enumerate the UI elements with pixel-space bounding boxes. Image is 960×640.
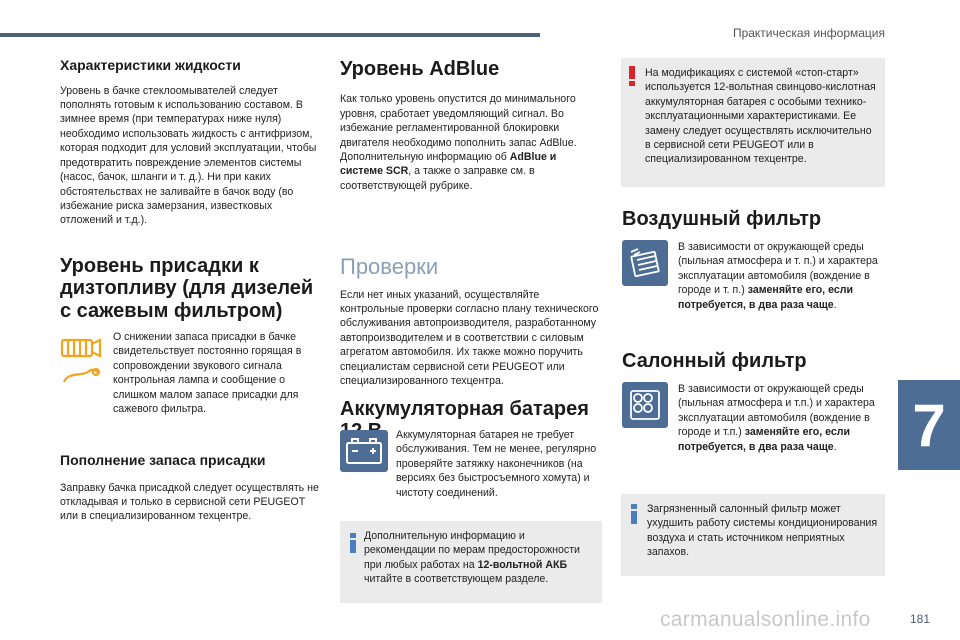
refill-heading: Пополнение запаса присадки xyxy=(60,452,266,468)
cabin-note-text: Загрязненный салонный фильтр может ухудшить работу системы кондиционирования воздуха и стать источником неприятных запахов. xyxy=(647,503,878,559)
cabin-filter-heading: Салонный фильтр xyxy=(622,350,807,372)
fluid-section xyxy=(60,58,322,228)
battery-note-suffix: читайте в соответствующем разделе. xyxy=(364,573,549,586)
additive-heading: Уровень присадки к дизтопливу (для дизелей с сажевым фильтром) xyxy=(60,255,314,322)
adblue-main: Как только уровень опустится до минимального уровня, сработает уведомляющий сигнал. Во избежание регламентированной блокировки двигателя необходимо пополнить запас AdBlue. xyxy=(340,93,577,149)
air-filter-body xyxy=(678,240,883,312)
air-filter-section xyxy=(622,208,884,230)
refill-section xyxy=(60,453,322,524)
air-filter-heading: Воздушный фильтр xyxy=(622,208,822,230)
air-filter-icon xyxy=(622,240,668,286)
battery-text: Аккумуляторная батарея не требует обслуживания. Тем не менее, регулярно проверяйте затяжку наконечников (на версиях без быстросъемного хомута) и чистоту соединений. xyxy=(396,429,597,499)
battery-info-note xyxy=(340,521,602,603)
cabin-filter-main: В зависимости от окружающей среды (пыльная атмосфера и т.п.) и характера эксплуатации автомобиля (вождение в городе и т.п.) xyxy=(678,383,875,439)
info-icon xyxy=(350,533,356,553)
section-title: Практическая информация xyxy=(732,26,885,40)
cabin-info-note xyxy=(621,494,885,576)
cabin-filter-end: . xyxy=(833,440,837,453)
cabin-filter-icon xyxy=(622,382,668,428)
info-icon xyxy=(631,504,637,524)
warning-note-text: На модификациях с системой «стоп-старт» используется 12-вольтная свинцово-кислотная аккумуляторная батарея с особыми технико-эксплуатационными характеристиками. Ее замену следует осуществлять исключительно в сервисной сети PEUGEOT или в специализированном техцентре. xyxy=(645,67,876,166)
checks-section xyxy=(340,255,602,388)
battery-body xyxy=(396,428,600,500)
battery-heading: Аккумуляторная батарея xyxy=(340,398,589,420)
cabin-filter-text xyxy=(678,382,883,454)
additive-text: О снижении запаса присадки в бачке свидетельствует постоянно горящая в сопровождении звукового сигнала контрольная лампа и сообщение о слишком малом запасе присадки для сажевого фильтра. xyxy=(113,331,302,416)
adblue-ref-suffix: , а также о заправке см. в соответствующей рубрике. xyxy=(340,165,535,192)
watermark: carmanualsonline.info xyxy=(660,608,871,631)
checks-heading: Проверки xyxy=(340,254,439,279)
cabin-filter-body xyxy=(678,382,883,454)
air-filter-bold: заменяйте его, если потребуется, в два раза чаще xyxy=(678,284,853,311)
battery-note-prefix: Дополнительную информацию и рекомендации по мерам предосторожности при любых работах на xyxy=(364,530,580,571)
battery-note-text xyxy=(364,529,596,587)
cabin-filter-bold: заменяйте его, если потребуется, в два раза чаще xyxy=(678,426,851,453)
fluid-text: Уровень в бачке стеклоомывателей следует пополнять готовым к использованию составом. В зимнее время (при температурах ниже нуля) необходимо использовать жидкость с антифризом, которая подходит для условий эксплуатации, чтобы предотвратить повреждение элементов системы (насос, бачок, шланги и т. д.). Ни при каких обстоятельствах не заливайте в бачок воду (во избежание риска замерзания, известковых отложений и т.д.). xyxy=(60,84,317,227)
additive-section xyxy=(60,255,322,322)
battery-icon xyxy=(340,430,388,472)
additive-body xyxy=(113,330,321,416)
adblue-section xyxy=(340,58,602,193)
page-number: 181 xyxy=(910,612,931,626)
adblue-ref-prefix: Дополнительную информацию об xyxy=(340,151,507,164)
battery-note-bold: 12-вольтной АКБ xyxy=(477,558,568,571)
air-filter-text xyxy=(678,240,883,312)
fluid-heading: Характеристики жидкости xyxy=(60,57,241,73)
cabin-filter-section xyxy=(622,350,884,372)
chapter-tab: 7 xyxy=(898,380,960,470)
warning-icon xyxy=(629,66,635,86)
air-filter-main: В зависимости от окружающей среды (пыльная атмосфера и т. п.) и характера эксплуатации автомобиля (вождение в городе и т. п.) xyxy=(678,241,878,297)
warning-note xyxy=(621,58,885,187)
adblue-ref-bold: AdBlue и системе SCR xyxy=(340,151,557,178)
refill-text: Заправку бачка присадкой следует осуществлять не откладывая и только в сервисной сети PEUGEOT или в специализированном техцентре. xyxy=(60,481,319,523)
checks-text: Если нет иных указаний, осуществляйте контрольные проверки согласно плану технического обслуживания автопроизводителя, разработанному автопроизводителем и в соответствии с силовым агрегатом автомобиля. Их также можно поручить специалистам сервисной сети PEUGEOT или специализированного техцентра. xyxy=(340,288,599,388)
fuel-additive-icon xyxy=(58,332,108,397)
adblue-text xyxy=(340,92,602,193)
air-filter-end: . xyxy=(833,298,837,311)
header-bar xyxy=(0,33,540,37)
adblue-heading: Уровень AdBlue xyxy=(340,58,500,80)
